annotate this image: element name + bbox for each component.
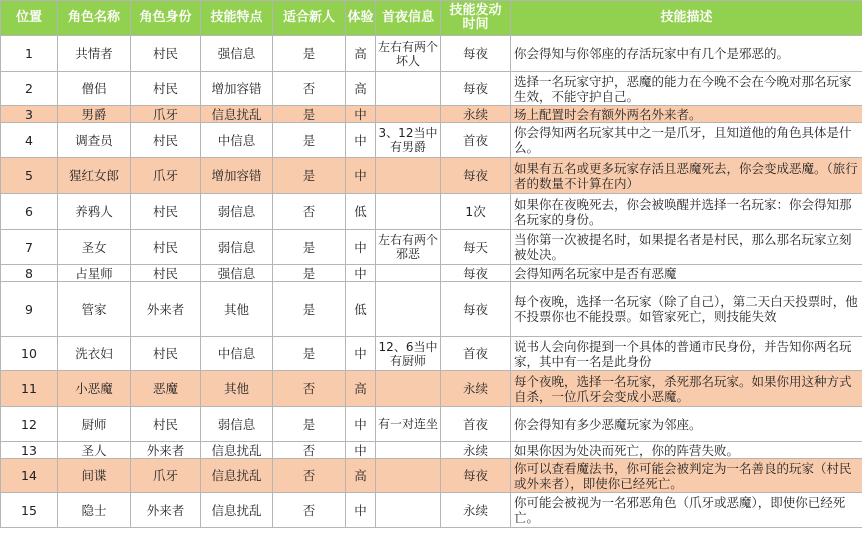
cell-role-name: 圣人	[58, 442, 131, 459]
cell-skill-timing: 每夜	[441, 459, 511, 493]
cell-skill-description: 当你第一次被提名时，如果提名者是村民，那么那名玩家立刻被处决。	[511, 230, 862, 265]
cell-experience: 高	[346, 371, 376, 407]
cell-role-identity: 村民	[131, 194, 201, 230]
cell-experience: 高	[346, 72, 376, 106]
cell-first-night: 3、12当中有男爵	[376, 123, 441, 158]
cell-role-name: 圣女	[58, 230, 131, 265]
cell-skill-timing: 永续	[441, 371, 511, 407]
cell-newbie-friendly: 是	[273, 36, 346, 72]
cell-role-identity: 村民	[131, 123, 201, 158]
cell-first-night: 12、6当中有厨师	[376, 337, 441, 371]
cell-role-name: 厨师	[58, 407, 131, 442]
cell-skill-timing: 每夜	[441, 36, 511, 72]
cell-skill-feature: 弱信息	[201, 194, 273, 230]
cell-newbie-friendly: 是	[273, 337, 346, 371]
cell-role-name: 共情者	[58, 36, 131, 72]
cell-position: 7	[1, 230, 58, 265]
table-row	[1, 459, 862, 493]
cell-skill-feature: 信息扰乱	[201, 106, 273, 123]
cell-newbie-friendly: 是	[273, 230, 346, 265]
cell-skill-description: 你会得知两名玩家其中之一是爪牙，且知道他的角色具体是什么。	[511, 123, 862, 158]
table-row	[1, 158, 862, 194]
cell-newbie-friendly: 是	[273, 106, 346, 123]
cell-role-identity: 爪牙	[131, 459, 201, 493]
cell-role-name: 管家	[58, 282, 131, 337]
cell-skill-feature: 中信息	[201, 337, 273, 371]
cell-experience: 中	[346, 337, 376, 371]
cell-role-name: 洗衣妇	[58, 337, 131, 371]
cell-skill-timing: 每夜	[441, 282, 511, 337]
cell-position: 13	[1, 442, 58, 459]
cell-position: 15	[1, 493, 58, 528]
cell-first-night	[376, 72, 441, 106]
table-row	[1, 337, 862, 371]
cell-position: 3	[1, 106, 58, 123]
cell-position: 6	[1, 194, 58, 230]
cell-skill-description: 你可能会被视为一名邪恶角色（爪牙或恶魔），即使你已经死亡。	[511, 493, 862, 528]
cell-role-identity: 爪牙	[131, 158, 201, 194]
cell-position: 2	[1, 72, 58, 106]
cell-skill-timing: 每夜	[441, 265, 511, 282]
table-row	[1, 36, 862, 72]
cell-skill-description: 每个夜晚，选择一名玩家（除了自己），第二天白天投票时，他不投票你也不能投票。如管家死亡，则技能失效	[511, 282, 862, 337]
cell-first-night: 左右有两个邪恶	[376, 230, 441, 265]
cell-role-name: 男爵	[58, 106, 131, 123]
cell-role-identity: 村民	[131, 36, 201, 72]
cell-newbie-friendly: 是	[273, 407, 346, 442]
cell-role-name: 占星师	[58, 265, 131, 282]
cell-skill-feature: 其他	[201, 371, 273, 407]
cell-skill-description: 你可以查看魔法书，你可能会被判定为一名善良的玩家（村民或外来者），即使你已经死亡。	[511, 459, 862, 493]
header-newbie-friendly: 适合新人	[273, 1, 346, 36]
cell-newbie-friendly: 否	[273, 493, 346, 528]
cell-skill-description: 如果有五名或更多玩家存活且恶魔死去，你会变成恶魔。（旅行者的数量不计算在内）	[511, 158, 862, 194]
cell-experience: 中	[346, 265, 376, 282]
cell-position: 12	[1, 407, 58, 442]
cell-experience: 中	[346, 493, 376, 528]
header-skill-feature: 技能特点	[201, 1, 273, 36]
cell-newbie-friendly: 是	[273, 282, 346, 337]
cell-skill-feature: 其他	[201, 282, 273, 337]
cell-position: 1	[1, 36, 58, 72]
cell-skill-description: 如果你在夜晚死去，你会被唤醒并选择一名玩家：你会得知那名玩家的身份。	[511, 194, 862, 230]
cell-skill-description: 如果你因为处决而死亡，你的阵营失败。	[511, 442, 862, 459]
cell-skill-timing: 永续	[441, 493, 511, 528]
cell-skill-description: 会得知两名玩家中是否有恶魔	[511, 265, 862, 282]
header-skill-timing: 技能发动时间	[441, 1, 511, 36]
header-first-night: 首夜信息	[376, 1, 441, 36]
cell-first-night	[376, 371, 441, 407]
table-row	[1, 371, 862, 407]
cell-skill-description: 说书人会向你提到一个具体的普通市民身份，并告知你两名玩家，其中有一名是此身份	[511, 337, 862, 371]
cell-skill-description: 你会得知与你邻座的存活玩家中有几个是邪恶的。	[511, 36, 862, 72]
cell-skill-description: 每个夜晚，选择一名玩家，杀死那名玩家。如果你用这种方式自杀，一位爪牙会变成小恶魔。	[511, 371, 862, 407]
cell-skill-timing: 首夜	[441, 123, 511, 158]
cell-first-night	[376, 459, 441, 493]
cell-skill-description: 你会得知有多少恶魔玩家为邻座。	[511, 407, 862, 442]
cell-newbie-friendly: 否	[273, 442, 346, 459]
cell-experience: 低	[346, 282, 376, 337]
cell-skill-timing: 每天	[441, 230, 511, 265]
cell-experience: 中	[346, 106, 376, 123]
cell-first-night	[376, 194, 441, 230]
cell-newbie-friendly: 否	[273, 194, 346, 230]
header-position: 位置	[1, 1, 58, 36]
cell-newbie-friendly: 是	[273, 158, 346, 194]
cell-position: 5	[1, 158, 58, 194]
cell-skill-feature: 信息扰乱	[201, 459, 273, 493]
cell-role-identity: 外来者	[131, 442, 201, 459]
cell-skill-timing: 首夜	[441, 337, 511, 371]
cell-role-identity: 村民	[131, 72, 201, 106]
cell-role-identity: 外来者	[131, 282, 201, 337]
cell-role-name: 小恶魔	[58, 371, 131, 407]
table-row	[1, 265, 862, 282]
header-skill-description: 技能描述	[511, 1, 862, 36]
cell-newbie-friendly: 是	[273, 265, 346, 282]
cell-experience: 中	[346, 158, 376, 194]
cell-skill-feature: 信息扰乱	[201, 442, 273, 459]
cell-skill-feature: 弱信息	[201, 407, 273, 442]
cell-skill-feature: 强信息	[201, 36, 273, 72]
cell-experience: 中	[346, 123, 376, 158]
cell-position: 8	[1, 265, 58, 282]
cell-experience: 中	[346, 230, 376, 265]
cell-experience: 中	[346, 407, 376, 442]
cell-experience: 低	[346, 194, 376, 230]
header-role-identity: 角色身份	[131, 1, 201, 36]
cell-first-night	[376, 265, 441, 282]
cell-position: 11	[1, 371, 58, 407]
cell-role-name: 养鸦人	[58, 194, 131, 230]
cell-role-identity: 村民	[131, 230, 201, 265]
table-row	[1, 282, 862, 337]
table-row	[1, 194, 862, 230]
cell-skill-timing: 永续	[441, 106, 511, 123]
cell-role-identity: 村民	[131, 337, 201, 371]
cell-newbie-friendly: 否	[273, 371, 346, 407]
cell-first-night	[376, 158, 441, 194]
table-row	[1, 407, 862, 442]
cell-role-name: 间谍	[58, 459, 131, 493]
cell-skill-feature: 增加容错	[201, 158, 273, 194]
cell-experience: 中	[346, 442, 376, 459]
cell-experience: 高	[346, 36, 376, 72]
cell-role-identity: 恶魔	[131, 371, 201, 407]
cell-newbie-friendly: 否	[273, 459, 346, 493]
cell-skill-timing: 每夜	[441, 72, 511, 106]
table-row	[1, 106, 862, 123]
cell-role-identity: 村民	[131, 265, 201, 282]
table-row	[1, 442, 862, 459]
cell-skill-feature: 中信息	[201, 123, 273, 158]
cell-position: 4	[1, 123, 58, 158]
cell-role-name: 调查员	[58, 123, 131, 158]
header-row	[1, 1, 862, 36]
cell-role-identity: 外来者	[131, 493, 201, 528]
cell-first-night	[376, 493, 441, 528]
cell-position: 10	[1, 337, 58, 371]
cell-role-name: 猩红女郎	[58, 158, 131, 194]
cell-role-name: 隐士	[58, 493, 131, 528]
cell-skill-timing: 1次	[441, 194, 511, 230]
header-experience: 体验	[346, 1, 376, 36]
cell-skill-timing: 永续	[441, 442, 511, 459]
cell-first-night: 左右有两个坏人	[376, 36, 441, 72]
cell-role-identity: 村民	[131, 407, 201, 442]
cell-skill-timing: 每夜	[441, 158, 511, 194]
table-body	[1, 36, 862, 528]
table-row	[1, 230, 862, 265]
table-row	[1, 72, 862, 106]
cell-skill-description: 场上配置时会有额外两名外来者。	[511, 106, 862, 123]
cell-skill-feature: 弱信息	[201, 230, 273, 265]
cell-experience: 高	[346, 459, 376, 493]
cell-skill-feature: 增加容错	[201, 72, 273, 106]
cell-position: 9	[1, 282, 58, 337]
table-row	[1, 123, 862, 158]
cell-position: 14	[1, 459, 58, 493]
cell-skill-feature: 强信息	[201, 265, 273, 282]
table-row	[1, 493, 862, 528]
cell-first-night	[376, 442, 441, 459]
cell-skill-description: 选择一名玩家守护，恶魔的能力在今晚不会在今晚对那名玩家生效，不能守护自己。	[511, 72, 862, 106]
cell-skill-feature: 信息扰乱	[201, 493, 273, 528]
cell-role-identity: 爪牙	[131, 106, 201, 123]
cell-first-night: 有一对连坐	[376, 407, 441, 442]
cell-newbie-friendly: 是	[273, 123, 346, 158]
header-role-name: 角色名称	[58, 1, 131, 36]
cell-first-night	[376, 106, 441, 123]
cell-newbie-friendly: 否	[273, 72, 346, 106]
cell-role-name: 僧侣	[58, 72, 131, 106]
cell-skill-timing: 首夜	[441, 407, 511, 442]
cell-first-night	[376, 282, 441, 337]
